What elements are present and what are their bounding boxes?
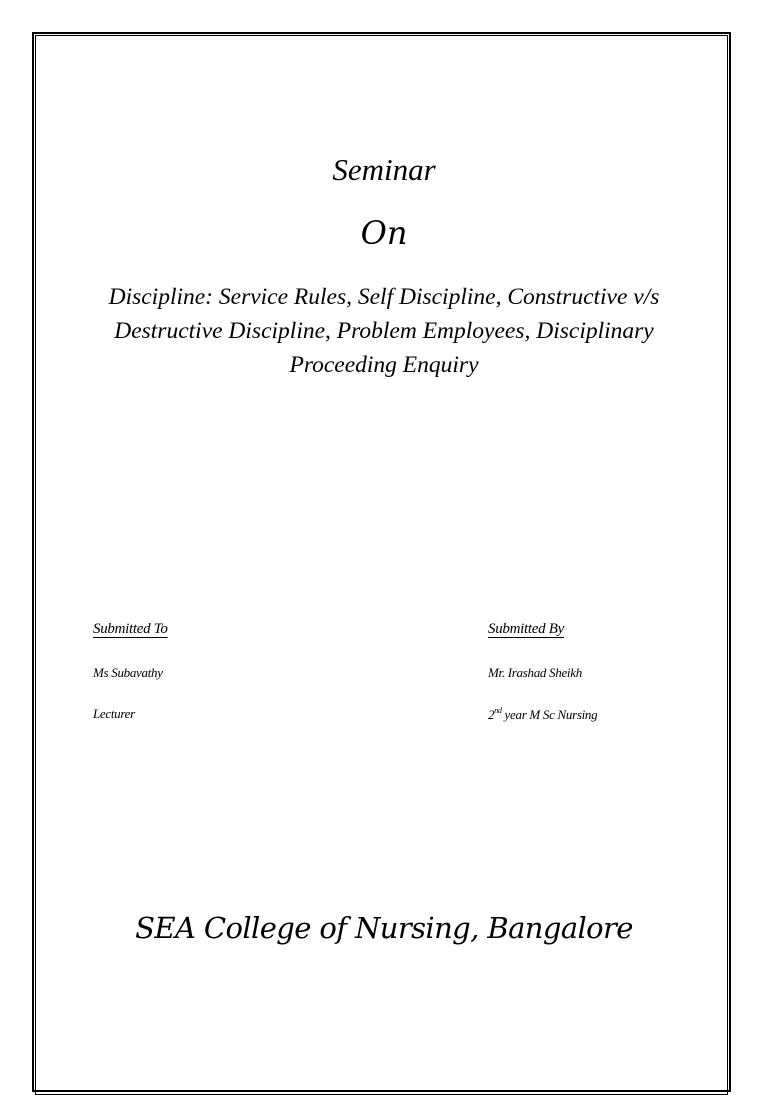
year-rest: year M Sc Nursing — [501, 707, 598, 722]
seminar-topic: Discipline: Service Rules, Self Discipline, Constructive v/s Destructive Discipline, Problem Employees, Disciplinary Proceeding Enquiry — [108, 284, 660, 378]
document-subtitle: On — [360, 214, 408, 252]
submitted-by-year — [488, 706, 597, 723]
college-name: SEA College of Nursing, Bangalore — [135, 911, 633, 945]
document-title: Seminar — [332, 152, 436, 187]
year-suffix: nd — [494, 706, 502, 715]
year-number: 2 — [488, 707, 495, 722]
submitted-by-heading: Submitted By — [488, 621, 564, 637]
submitted-to-name: Ms Subavathy — [93, 665, 163, 680]
submitted-to-heading: Submitted To — [93, 621, 168, 637]
submitted-by-name: Mr. Irashad Sheikh — [488, 665, 582, 680]
submitted-to-role: Lecturer — [93, 706, 135, 721]
